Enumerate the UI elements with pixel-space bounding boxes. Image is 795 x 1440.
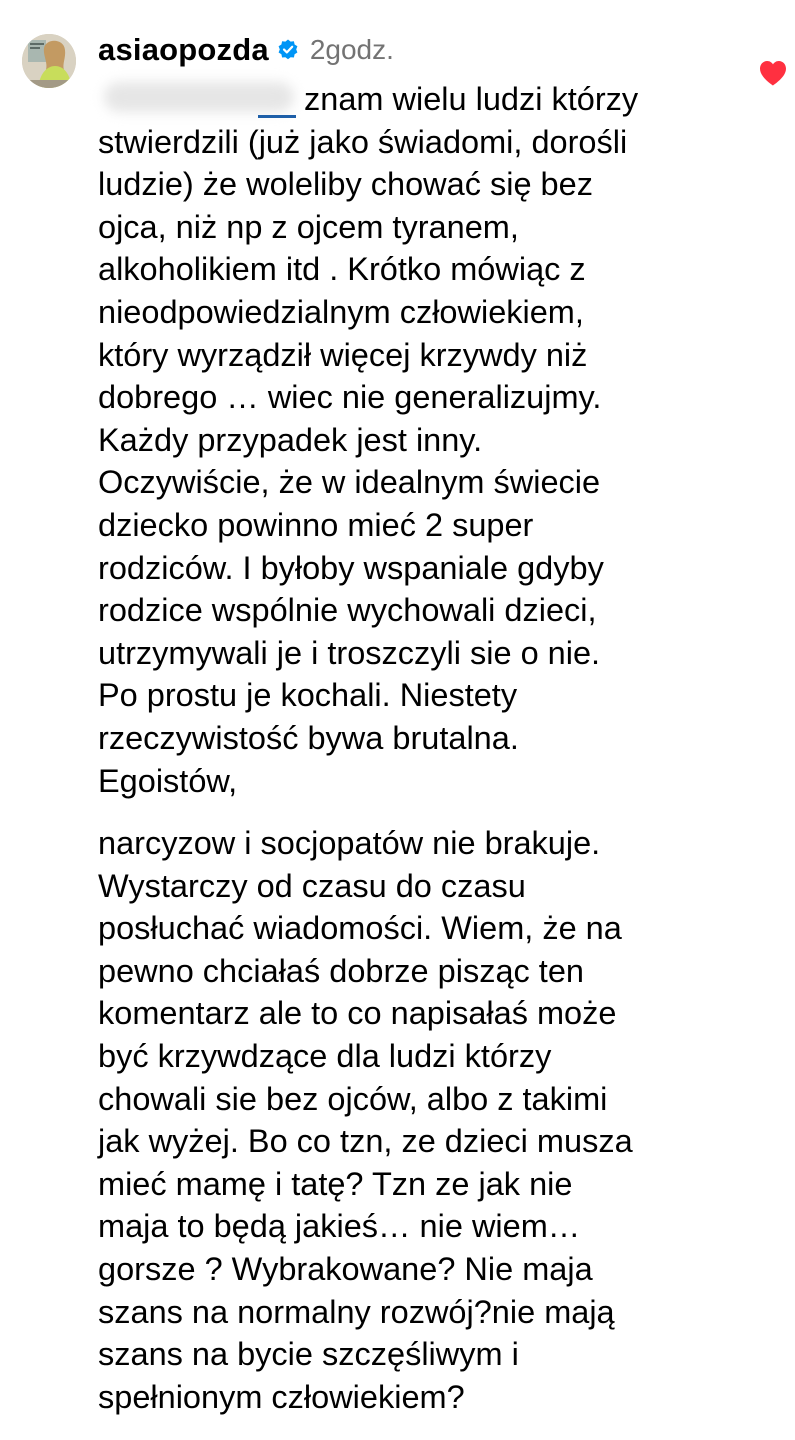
comment-line: gorsze ? Wybrakowane? Nie maja	[98, 1251, 593, 1288]
comment-line: utrzymywali je i troszczyli sie o nie.	[98, 634, 601, 671]
comment-line: narcyzow i socjopatów nie brakuje.	[98, 825, 601, 862]
comment-line: ludzie) że woleliby chować się bez	[98, 166, 593, 203]
comment-line: spełnionym człowiekiem?	[98, 1378, 465, 1415]
comment-line: mieć mamę i tatę? Tzn ze jak nie	[98, 1165, 573, 1202]
comment-line: alkoholikiem itd . Krótko mówiąc z	[98, 251, 586, 288]
comment-header	[98, 30, 394, 70]
comment-line: ojca, niż np z ojcem tyranem,	[98, 208, 519, 245]
comment-line: szans na normalny rozwój?nie mają	[98, 1293, 615, 1330]
comment-line: maja to będą jakieś… nie wiem…	[98, 1208, 581, 1245]
comment-line: rzeczywistość bywa brutalna.	[98, 719, 519, 756]
comment-line: jak wyżej. Bo co tzn, ze dzieci musza	[98, 1123, 633, 1160]
like-button[interactable]	[758, 59, 788, 87]
comment-line: Oczywiście, że w idealnym świecie	[98, 464, 601, 501]
mention-blur	[104, 82, 294, 112]
comment-line: dziecko powinno mieć 2 super	[98, 506, 534, 543]
comment-line: Po prostu je kochali. Niestety	[98, 677, 518, 714]
comment-line: rodzice wspólnie wychowali dzieci,	[98, 592, 597, 629]
comment-line: który wyrządził więcej krzywdy niż	[98, 336, 588, 373]
comment-line: Każdy przypadek jest inny.	[98, 421, 483, 458]
comment-text	[98, 78, 758, 1418]
comment-line: Egoistów,	[98, 762, 238, 799]
comment-line: stwierdzili (już jako świadomi, dorośli	[98, 123, 628, 160]
avatar-photo	[22, 34, 76, 88]
comment-paragraph	[98, 78, 758, 802]
avatar[interactable]	[22, 34, 76, 88]
comment-line: nieodpowiedzialnym człowiekiem,	[98, 293, 584, 330]
comment-line: rodziców. I byłoby wspaniale gdyby	[98, 549, 604, 586]
mention-underline	[258, 115, 296, 118]
comment-line: dobrego … wiec nie generalizujmy.	[98, 379, 602, 416]
username[interactable]: asiaopozda	[98, 32, 269, 67]
timestamp: 2godz.	[309, 34, 394, 65]
verified-badge-icon	[276, 38, 300, 62]
comment-paragraph	[98, 822, 758, 1418]
comment-line: Wystarczy od czasu do czasu	[98, 867, 526, 904]
comment-line: pewno chciałaś dobrze pisząc ten	[98, 952, 584, 989]
comment-line: szans na bycie szczęśliwym i	[98, 1336, 519, 1373]
mention-link[interactable]	[98, 82, 298, 114]
comment-line: być krzywdzące dla ludzi którzy	[98, 1038, 552, 1075]
comment-line: chowali sie bez ojców, albo z takimi	[98, 1080, 608, 1117]
comment-line: komentarz ale to co napisałaś może	[98, 995, 617, 1032]
comment-line: posłuchać wiadomości. Wiem, że na	[98, 910, 622, 947]
heart-icon	[758, 59, 788, 87]
comment-line: znam wielu ludzi którzy	[98, 78, 758, 121]
